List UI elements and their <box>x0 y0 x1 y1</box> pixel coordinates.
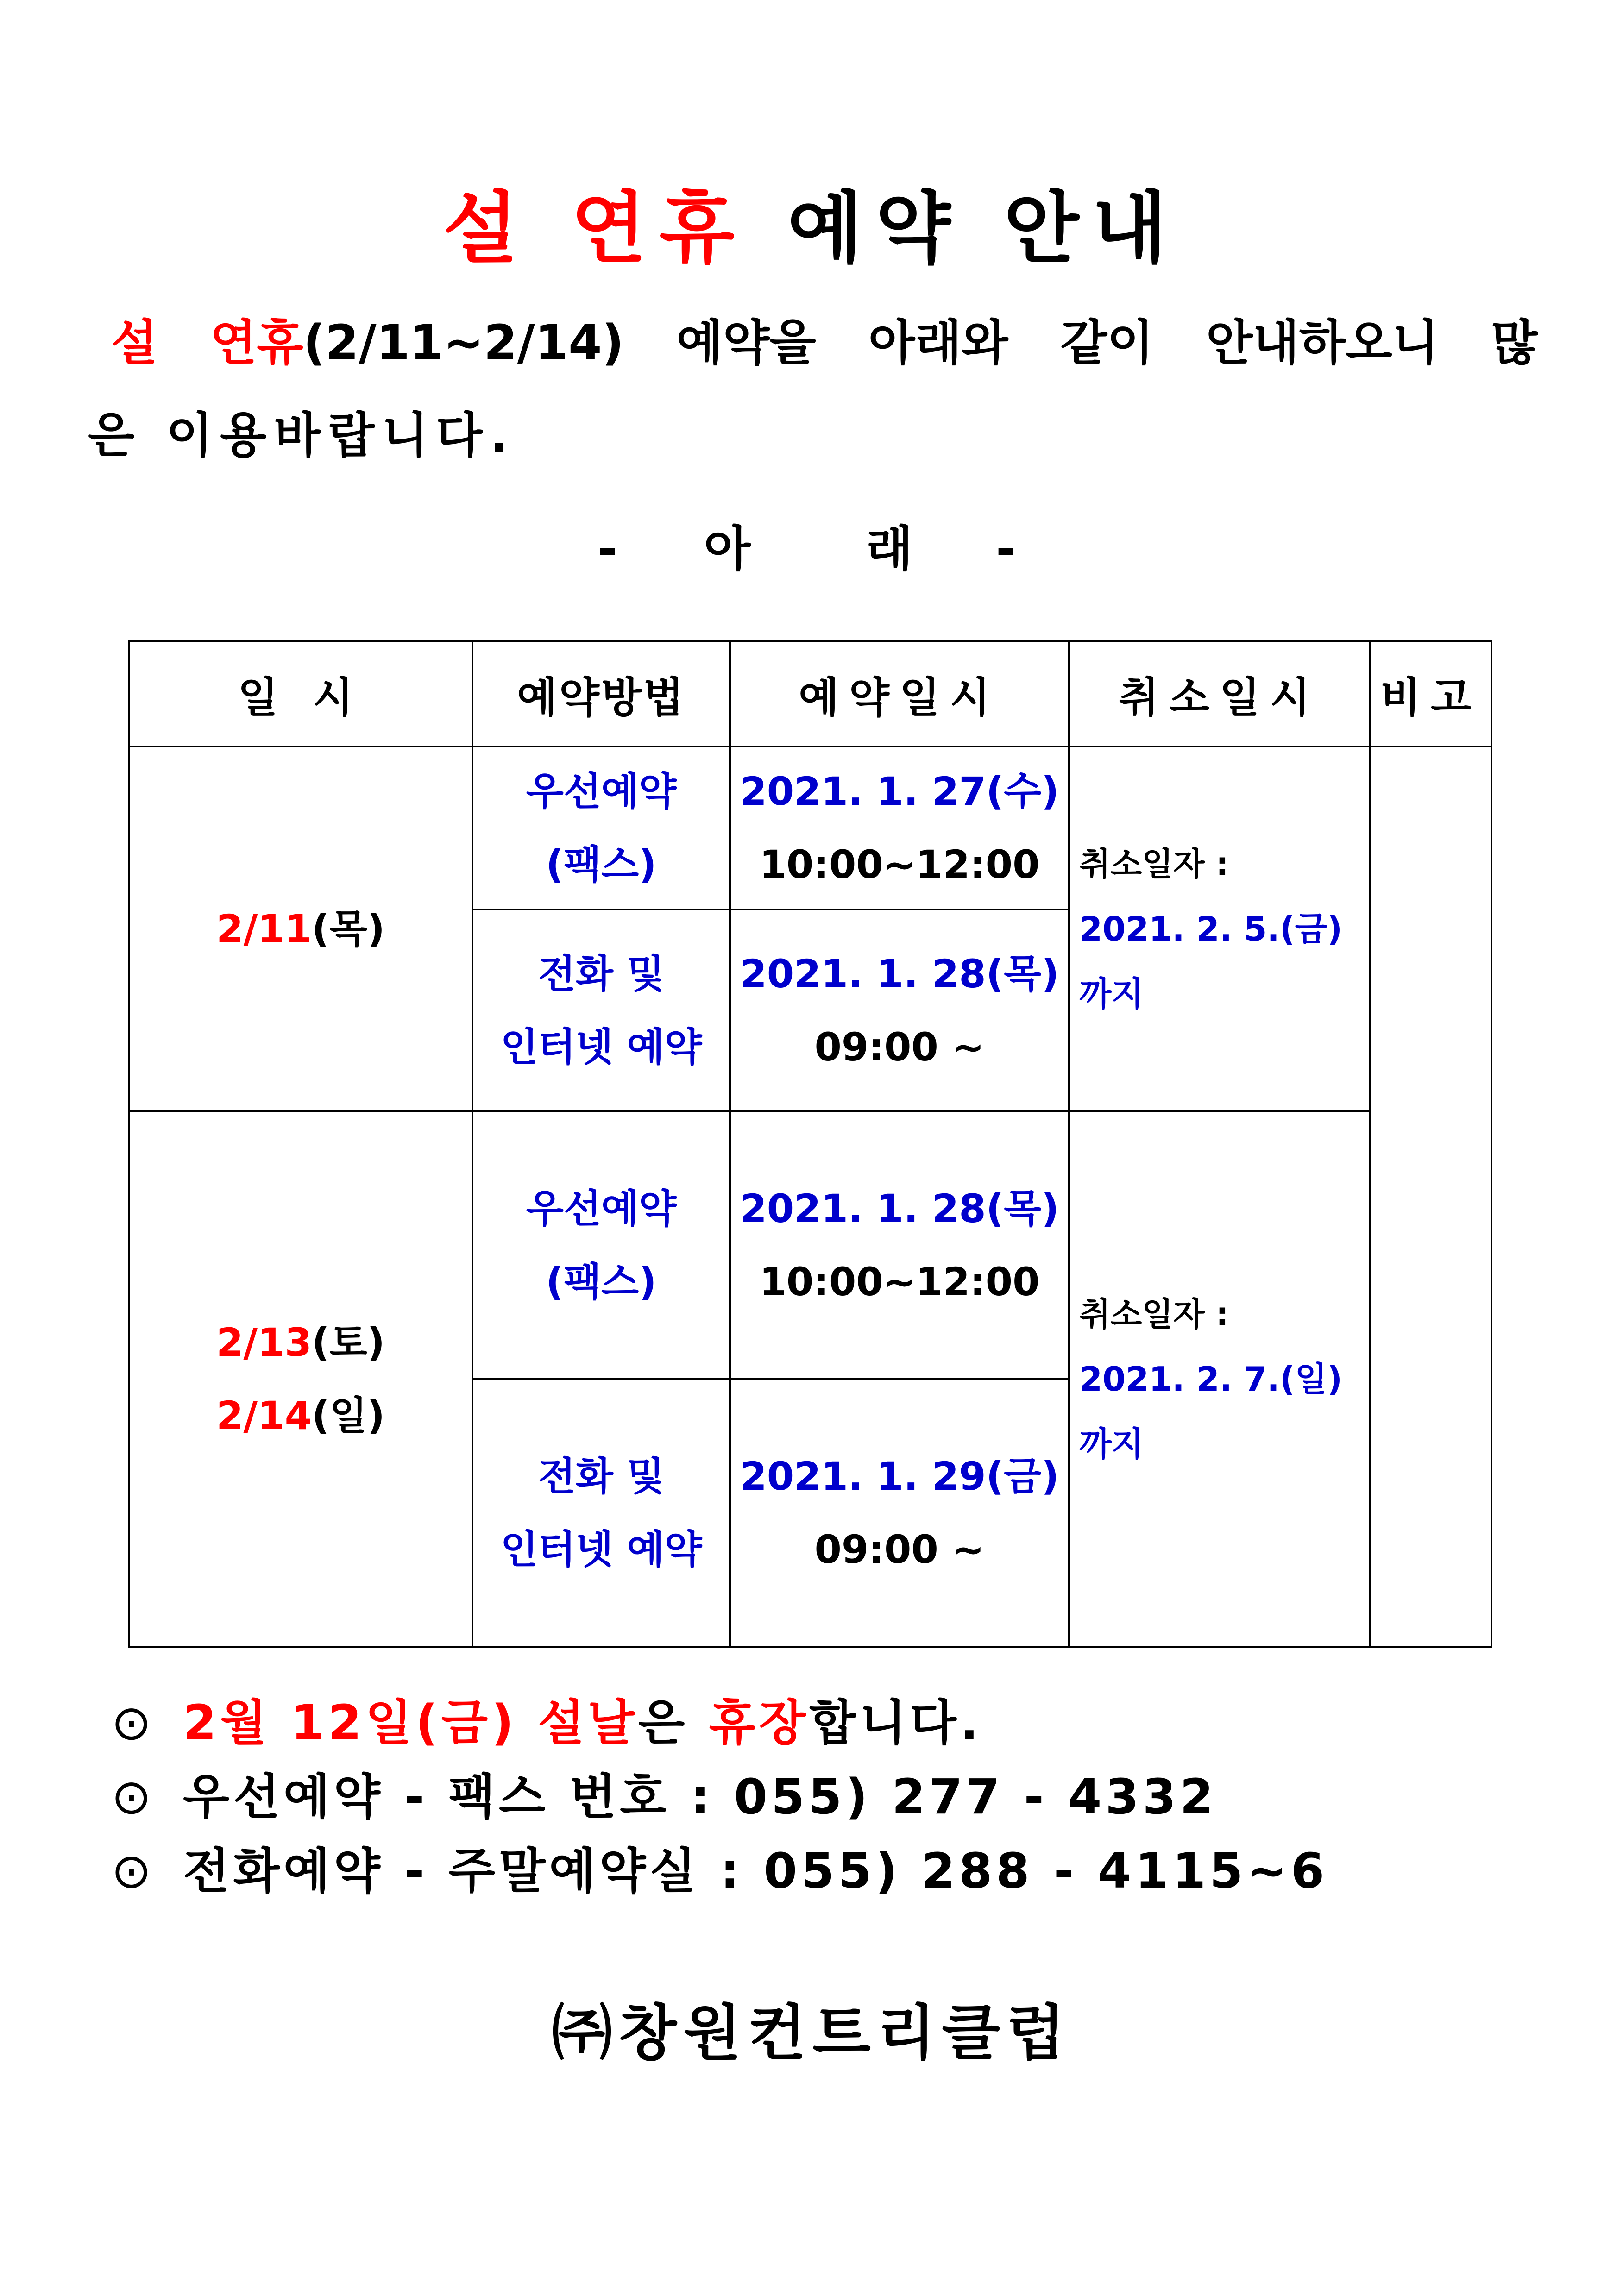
note-holiday <box>111 1686 1328 1760</box>
table-row <box>129 1111 1491 1379</box>
reserve-time: 10:00~12:00 <box>759 842 1040 887</box>
header-method: 예약방법 <box>472 641 730 747</box>
reserve-date: 2021. 1. 28(목) <box>740 951 1059 997</box>
holiday-text-2: 합니다. <box>809 1694 982 1751</box>
reserve-cell <box>730 1379 1069 1647</box>
notes-list <box>111 1686 1328 1908</box>
reserve-time: 09:00 ~ <box>814 1024 985 1070</box>
date-cell <box>129 1111 472 1647</box>
heading-dash-left: - <box>598 521 618 577</box>
method-line: 인터넷 예약 <box>500 1024 702 1070</box>
cancel-date: 2021. 2. 7.(일)까지 <box>1079 1360 1343 1463</box>
holiday-closed: 휴장 <box>709 1694 810 1751</box>
intro-line-1-rest: (2/11~2/14) 예약을 아래와 같이 안내하오니 많 <box>303 314 1538 371</box>
cancel-cell <box>1069 747 1370 1111</box>
reserve-cell <box>730 747 1069 910</box>
reserve-date: 2021. 1. 29(금) <box>740 1454 1059 1499</box>
date-day: 2/13 <box>216 1320 312 1365</box>
title-highlight: 설 연휴 <box>443 182 748 274</box>
header-reserve-datetime: 예약일시 <box>730 641 1069 747</box>
title-rest: 예약 안내 <box>747 182 1180 274</box>
header-date: 일 시 <box>129 641 472 747</box>
date-day: 2/11 <box>216 906 312 952</box>
intro-line-2: 은 이용바랍니다. <box>88 407 516 464</box>
page-title <box>0 177 1623 279</box>
heading-char-2: 래 <box>866 521 913 577</box>
cancel-cell <box>1069 1111 1370 1647</box>
note-fax <box>111 1760 1328 1834</box>
table-header-row <box>129 641 1491 747</box>
fax-text: 우선예약 - 팩스 번호 : 055) 277 - 4332 <box>183 1769 1217 1825</box>
note-phone <box>111 1834 1328 1908</box>
heading-dash-right: - <box>996 521 1016 577</box>
intro-paragraph <box>88 296 1538 482</box>
method-line: 인터넷 예약 <box>500 1527 702 1572</box>
method-line: (팩스) <box>546 842 657 887</box>
phone-text: 전화예약 - 주말예약실 : 055) 288 - 4115~6 <box>183 1843 1328 1899</box>
method-cell <box>472 1111 730 1379</box>
cancel-date: 2021. 2. 5.(금)까지 <box>1079 910 1343 1013</box>
date-day: 2/14 <box>216 1393 312 1438</box>
date-weekday: (일) <box>312 1393 385 1438</box>
heading-char-1: 아 <box>704 521 751 577</box>
reserve-time: 10:00~12:00 <box>759 1259 1040 1305</box>
holiday-date: 2월 12일(금) 설날 <box>183 1694 638 1751</box>
method-line: 전화 및 <box>538 951 665 997</box>
company-name: ㈜창원컨트리클럽 <box>552 1998 1071 2068</box>
method-line: 우선예약 <box>526 1186 677 1231</box>
method-line: 전화 및 <box>538 1454 665 1499</box>
header-note: 비고 <box>1370 641 1491 747</box>
method-cell <box>472 1379 730 1647</box>
reserve-cell <box>730 1111 1069 1379</box>
method-line: (팩스) <box>546 1259 657 1305</box>
table-row <box>129 747 1491 910</box>
intro-highlight: 설 연휴 <box>111 314 303 371</box>
date-line <box>130 892 472 966</box>
date-cell <box>129 747 472 1111</box>
date-line <box>130 1306 472 1379</box>
date-weekday: (토) <box>312 1320 385 1365</box>
reserve-date: 2021. 1. 27(수) <box>740 769 1059 814</box>
intro-line-1 <box>88 296 1538 389</box>
reserve-cell <box>730 910 1069 1111</box>
cancel-label: 취소일자 : <box>1079 1295 1229 1333</box>
reservation-table <box>128 640 1492 1648</box>
bullet-icon: ⊙ <box>111 1769 156 1825</box>
date-line <box>130 1379 472 1452</box>
cancel-label: 취소일자 : <box>1079 845 1229 883</box>
reserve-date: 2021. 1. 28(목) <box>740 1186 1059 1231</box>
method-cell <box>472 910 730 1111</box>
bullet-icon: ⊙ <box>111 1843 156 1899</box>
bullet-icon: ⊙ <box>111 1694 156 1751</box>
date-weekday: (목) <box>312 906 385 952</box>
method-line: 우선예약 <box>526 769 677 814</box>
holiday-text-1: 은 <box>638 1694 709 1751</box>
section-heading <box>598 514 1014 583</box>
header-cancel-datetime: 취소일시 <box>1069 641 1370 747</box>
method-cell <box>472 747 730 910</box>
reserve-time: 09:00 ~ <box>814 1527 985 1572</box>
note-cell <box>1370 747 1491 1647</box>
